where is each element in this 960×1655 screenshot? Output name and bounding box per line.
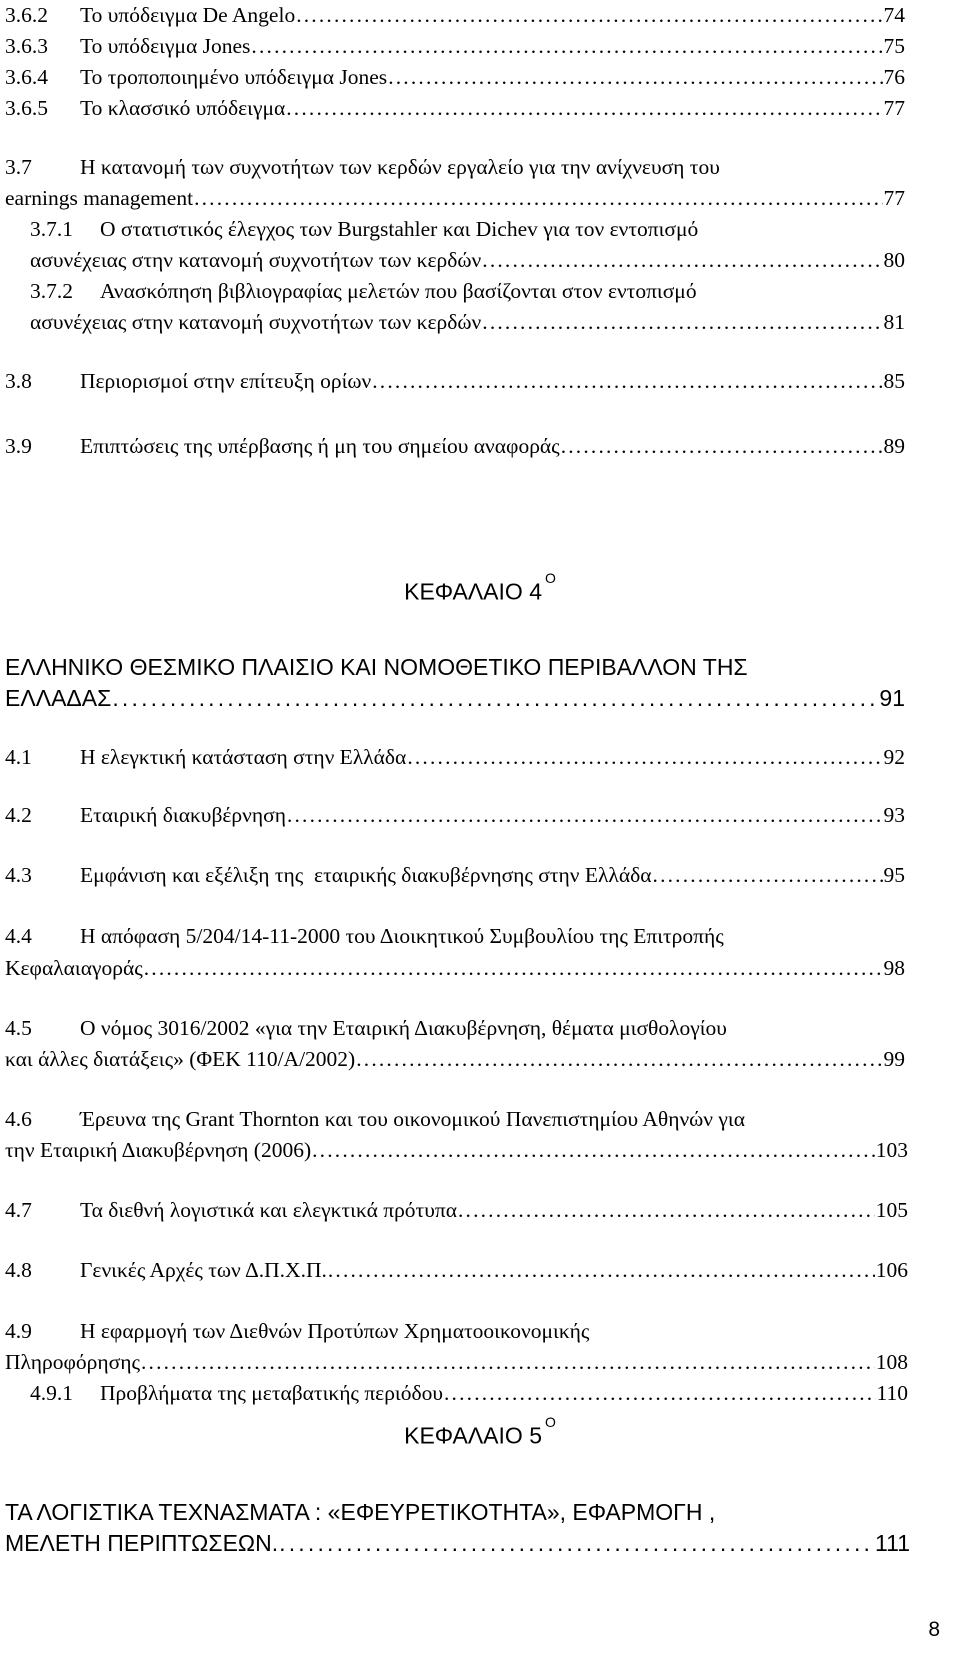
chapter-4-title-line1: ΕΛΛΗΝΙΚΟ ΘΕΣΜΙΚΟ ΠΛΑΙΣΙΟ ΚΑΙ ΝΟΜΟΘΕΤΙΚΟ ΠΕΡΙΒΑΛΛΟΝ ΤΗΣ	[5, 654, 748, 680]
dot-leader	[482, 245, 882, 275]
toc-entry-4-3: 4.3 Εμφάνιση και εξέλιξη της εταιρικής διακυβέρνησης στην Ελλάδα . . . 95	[5, 860, 905, 890]
chapter-5-title-line1: ΤΑ ΛΟΓΙΣΤΙΚΑ ΤΕΧΝΑΣΜΑΤΑ : «ΕΦΕΥΡΕΤΙΚΟΤΗΤΑ», ΕΦΑΡΜΟΓΗ ,	[5, 1499, 716, 1525]
toc-entry-4-2: 4.2 Εταιρική διακυβέρνηση . . . 93	[5, 800, 905, 830]
toc-entry-4-4: Κεφαλαιαγοράς . . . 98	[5, 953, 905, 983]
toc-entry-chapter-5: ΜΕΛΕΤΗ ΠΕΡΙΠΤΩΣΕΩΝ. . . . 111	[5, 1528, 910, 1558]
page-ref: 91	[879, 685, 905, 711]
page-ref: 99	[883, 1047, 905, 1071]
toc-entry-chapter-4: ΕΛΛΑΔΑΣ . . . 91	[5, 683, 905, 713]
dot-leader	[194, 183, 882, 213]
toc-entry-4-5: και άλλες διατάξεις» (ΦΕΚ 110/Α/2002) . . . 99	[5, 1044, 905, 1074]
page-ref: 81	[883, 310, 905, 334]
page-ref: 74	[883, 3, 905, 27]
page-ref: 95	[883, 863, 905, 887]
toc-entry-4-9-1: 4.9.1 Προβλήματα της μεταβατικής περιόδου . . . 110	[30, 1378, 908, 1408]
dot-leader	[653, 860, 883, 890]
toc-entry-3-8: 3.8 Περιορισμοί στην επίτευξη ορίων . . . 85	[5, 366, 905, 396]
page-ref: 111	[875, 1530, 910, 1556]
page-ref: 98	[883, 956, 905, 980]
toc-entry-3-9: 3.9 Επιπτώσεις της υπέρβασης ή μη του σημείου αναφοράς . . . 89	[5, 431, 905, 461]
dot-leader	[144, 953, 883, 983]
page-ref: 80	[883, 248, 905, 272]
toc-entry-3-6-5: 3.6.5 Το κλασσικό υπόδειγμα . . . 77	[5, 93, 905, 123]
toc-entry-4-7: 4.7 Τα διεθνή λογιστικά και ελεγκτικά πρότυπα . . . 105	[5, 1195, 908, 1225]
page-ref: 75	[883, 34, 905, 58]
dot-leader	[356, 1044, 882, 1074]
dot-leader	[141, 1347, 875, 1377]
toc-entry-3-6-4: 3.6.4 Το τροποποιημένο υπόδειγμα Jones . . . 76	[5, 62, 905, 92]
page-number: 8	[928, 1618, 940, 1641]
chapter-4-heading: ΚΕΦΑΛΑΙΟ $4^O$	[404, 570, 556, 605]
dot-leader	[312, 1135, 875, 1165]
dot-leader	[112, 683, 878, 713]
page-ref: 108	[875, 1350, 908, 1374]
page-ref: 92	[883, 745, 905, 769]
dot-leader	[407, 742, 882, 772]
page-ref: 93	[883, 803, 905, 827]
dot-leader	[561, 431, 883, 461]
toc-entry-3-7-1: ασυνέχειας στην κατανομή συχνοτήτων των κερδών . . . 80	[30, 245, 905, 275]
dot-leader	[286, 93, 882, 123]
dot-leader	[372, 366, 882, 396]
page-ref: 77	[883, 186, 905, 210]
toc-entry-4-5-line1: 4.5 Ο νόμος 3016/2002 «για την Εταιρική Διακυβέρνηση, θέματα μισθολογίου	[5, 1016, 727, 1040]
toc-entry-4-1: 4.1 Η ελεγκτική κατάσταση στην Ελλάδα . . . 92	[5, 742, 905, 772]
chapter-5-heading: ΚΕΦΑΛΑΙΟ $5^O$	[404, 1414, 556, 1449]
toc-entry-4-8: 4.8 Γενικές Αρχές των Δ.Π.Χ.Π. . . . 106	[5, 1255, 908, 1285]
page-ref: 89	[883, 434, 905, 458]
dot-leader	[251, 31, 882, 61]
dot-leader	[328, 1255, 875, 1285]
toc-entry-3-7-line1: 3.7 Η κατανομή των συχνοτήτων των κερδών εργαλείο για την ανίχνευση του	[5, 155, 720, 179]
dot-leader	[482, 307, 882, 337]
page-ref: 77	[883, 96, 905, 120]
dot-leader	[458, 1195, 875, 1225]
toc-entry-4-6: την Εταιρική Διακυβέρνηση (2006) . . . 103	[5, 1135, 908, 1165]
page-ref: 110	[876, 1381, 908, 1405]
toc-entry-3-7-2-line1: 3.7.2 Ανασκόπηση βιβλιογραφίας μελετών που βασίζονται στον εντοπισμό	[30, 279, 697, 303]
toc-entry-3-7-1-line1: 3.7.1 Ο στατιστικός έλεγχος των Burgstahler και Dichev για τον εντοπισμό	[30, 217, 699, 241]
toc-entry-3-6-2: 3.6.2 Το υπόδειγμα De Angelo . . . 74	[5, 0, 905, 30]
toc-entry-3-6-3: 3.6.3 Το υπόδειγμα Jones . . . 75	[5, 31, 905, 61]
dot-leader	[279, 1528, 874, 1558]
toc-entry-4-4-line1: 4.4 Η απόφαση 5/204/14-11-2000 του Διοικητικού Συμβουλίου της Επιτροπής	[5, 924, 724, 948]
page-ref: 103	[875, 1138, 908, 1162]
toc-entry-4-9: Πληροφόρησης . . . 108	[5, 1347, 908, 1377]
page-ref: 106	[875, 1258, 908, 1282]
page-ref: 76	[883, 65, 905, 89]
toc-entry-4-9-line1: 4.9 Η εφαρμογή των Διεθνών Προτύπων Χρηματοοικονομικής	[5, 1319, 590, 1343]
dot-leader	[296, 0, 882, 30]
dot-leader	[287, 800, 883, 830]
toc-entry-3-7-2: ασυνέχειας στην κατανομή συχνοτήτων των κερδών . . . 81	[30, 307, 905, 337]
toc-entry-4-6-line1: 4.6 Έρευνα της Grant Thornton και του οικονομικού Πανεπιστημίου Αθηνών για	[5, 1107, 745, 1131]
dot-leader	[444, 1378, 876, 1408]
page-ref: 85	[883, 369, 905, 393]
toc-entry-3-7: earnings management . . . 77	[5, 183, 905, 213]
dot-leader	[388, 62, 882, 92]
page-ref: 105	[875, 1198, 908, 1222]
